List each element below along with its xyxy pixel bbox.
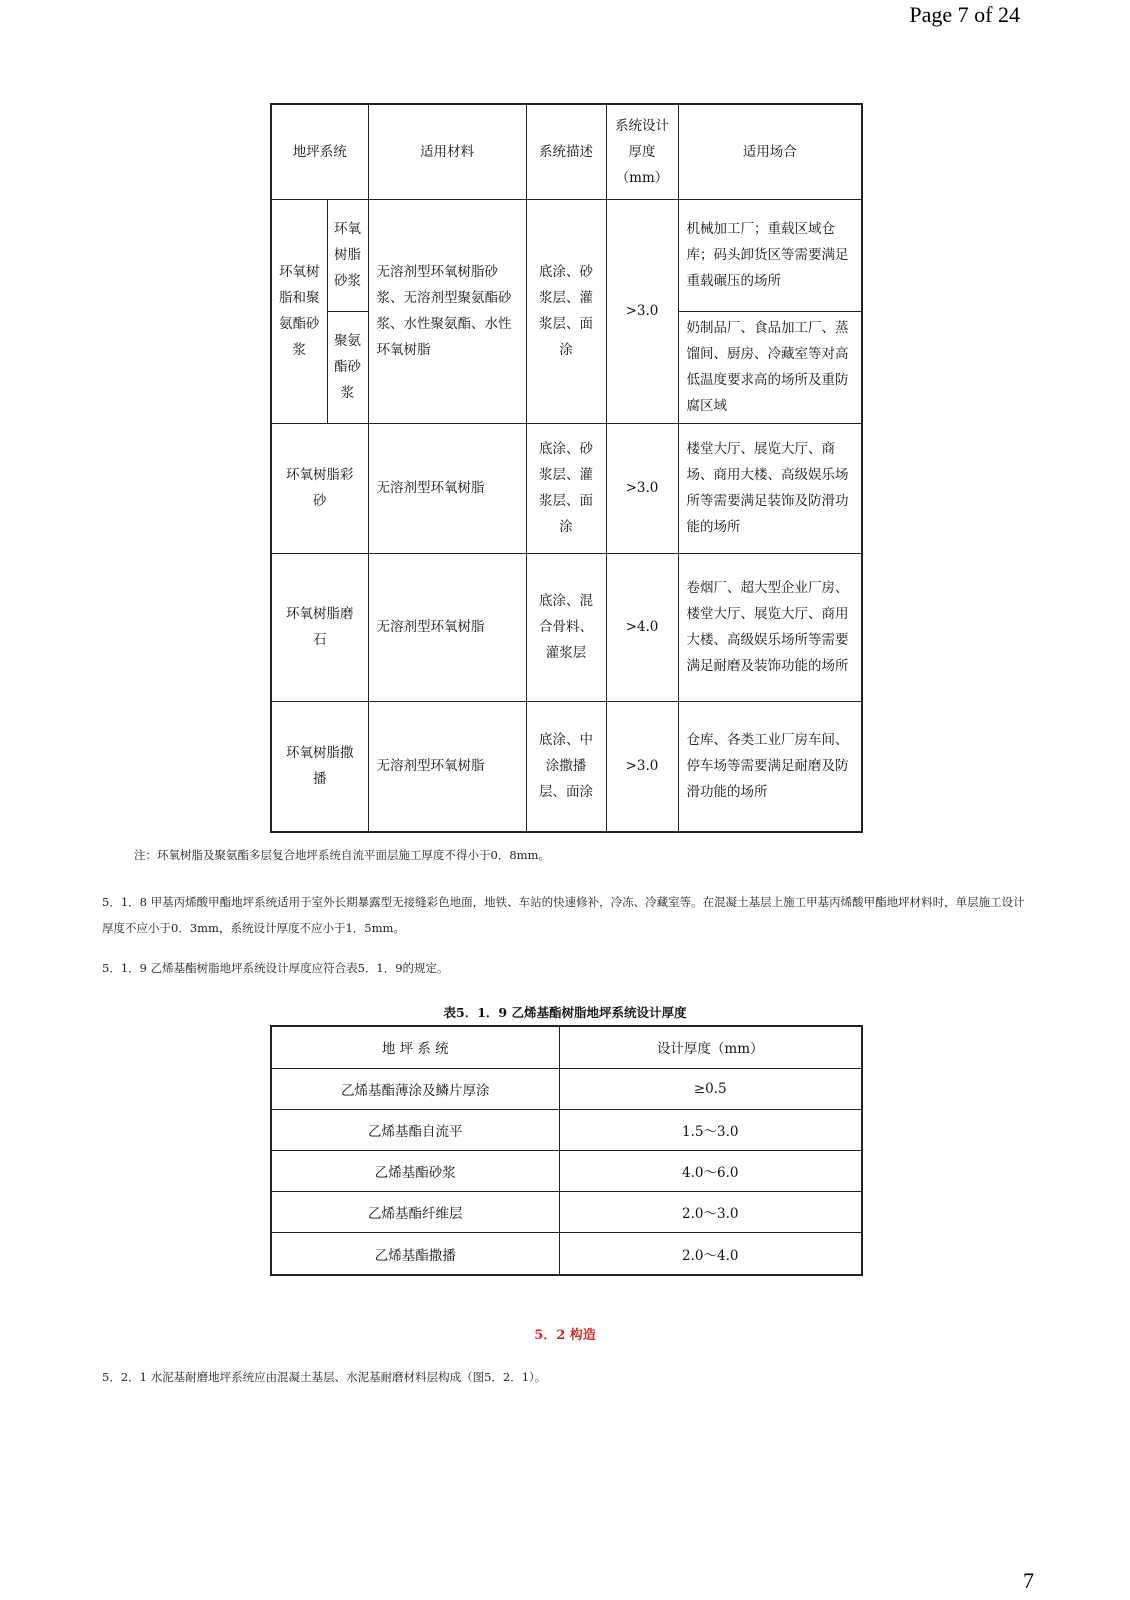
table-note: 注：环氧树脂及聚氨酯多层复合地坪系统自流平面层施工厚度不得小于0．8mm。 [134,848,550,862]
system-cell: 环氧树脂撒播 [271,701,368,832]
page-number: 7 [1023,1568,1034,1593]
description-cell: 底涂、砂浆层、灌浆层、面涂 [526,199,606,423]
system-cell: 乙烯基酯砂浆 [271,1150,559,1191]
description-cell: 底涂、砂浆层、灌浆层、面涂 [526,423,606,553]
table-header-row [271,1026,862,1068]
table-row [271,1068,862,1109]
table-row [271,701,862,832]
table-row [271,1150,862,1191]
materials-cell: 无溶剂型环氧树脂砂浆、无溶剂型聚氨酯砂浆、水性聚氨酯、水性环氧树脂 [368,199,526,423]
applications-cell: 仓库、各类工业厂房车间、停车场等需要满足耐磨及防滑功能的场所 [678,701,862,832]
header-thickness: 设计厚度（mm） [559,1026,862,1068]
applications-cell: 楼堂大厅、展览大厅、商场、商用大楼、高级娱乐场所等需要满足装饰及防滑功能的场所 [678,423,862,553]
paragraph-5-2-1: 5．2．1 水泥基耐磨地坪系统应由混凝土基层、水泥基耐磨材料层构成（图5．2．1）。 [102,1370,547,1384]
table-caption: 表5．1．9 乙烯基酯树脂地坪系统设计厚度 [443,1005,687,1020]
thickness-cell: 2.0～3.0 [559,1192,862,1233]
table-row [271,553,862,701]
table-header-row [271,104,862,199]
page-header: Page 7 of 24 [909,2,1020,27]
thickness-cell: >3.0 [606,701,678,832]
applications-cell: 机械加工厂；重载区域仓库；码头卸货区等需要满足重载碾压的场所 [678,199,862,311]
table-row [271,199,862,311]
applications-cell: 奶制品厂、食品加工厂、蒸馏间、厨房、冷藏室等对高低温度要求高的场所及重防腐区域 [678,311,862,423]
description-cell: 底涂、混合骨料、灌浆层 [526,553,606,701]
system-cell: 乙烯基酯自流平 [271,1109,559,1150]
thickness-cell: ≥0.5 [559,1068,862,1109]
header-system: 地坪系统 [271,104,368,199]
subsystem-cell: 聚氨酯砂浆 [327,311,368,423]
thickness-cell: 4.0～6.0 [559,1150,862,1191]
section-heading: 5．2 构造 [534,1328,596,1343]
header-thickness: 系统设计厚度（mm） [606,104,678,199]
thickness-cell: >3.0 [606,423,678,553]
header-system: 地 坪 系 统 [271,1026,559,1068]
header-applications: 适用场合 [678,104,862,199]
header-materials: 适用材料 [368,104,526,199]
materials-cell: 无溶剂型环氧树脂 [368,553,526,701]
applications-cell: 卷烟厂、超大型企业厂房、楼堂大厅、展览大厅、商用大楼、高级娱乐场所等需要满足耐磨及装饰功能的场所 [678,553,862,701]
paragraph-5-1-8: 5．1．8 甲基丙烯酸甲酯地坪系统适用于室外长期暴露型无接缝彩色地面，地铁、车站的快速修补，冷冻、冷藏室等。在混凝土基层上施工甲基丙烯酸甲酯地坪材料时，单层施工设计厚度不应小于0．3mm，系统设计厚度不应小于1．5mm。 [102,895,1025,935]
thickness-cell: 1.5～3.0 [559,1109,862,1150]
header-description: 系统描述 [526,104,606,199]
thickness-cell: >4.0 [606,553,678,701]
materials-cell: 无溶剂型环氧树脂 [368,423,526,553]
description-cell: 底涂、中涂撒播层、面涂 [526,701,606,832]
system-cell: 乙烯基酯撒播 [271,1233,559,1275]
table-row [271,1109,862,1150]
group-cell: 环氧树脂和聚氨酯砂浆 [271,199,327,423]
vinyl-ester-table [270,1025,863,1276]
system-cell: 环氧树脂彩砂 [271,423,368,553]
floor-system-table [270,103,863,833]
table-row [271,423,862,553]
paragraph-5-1-9: 5．1．9 乙烯基酯树脂地坪系统设计厚度应符合表5．1．9的规定。 [102,961,449,975]
system-cell: 乙烯基酯纤维层 [271,1192,559,1233]
table-row [271,1233,862,1275]
thickness-cell: 2.0～4.0 [559,1233,862,1275]
system-cell: 环氧树脂磨石 [271,553,368,701]
materials-cell: 无溶剂型环氧树脂 [368,701,526,832]
subsystem-cell: 环氧树脂砂浆 [327,199,368,311]
table-row [271,1192,862,1233]
system-cell: 乙烯基酯薄涂及鳞片厚涂 [271,1068,559,1109]
thickness-cell: >3.0 [606,199,678,423]
